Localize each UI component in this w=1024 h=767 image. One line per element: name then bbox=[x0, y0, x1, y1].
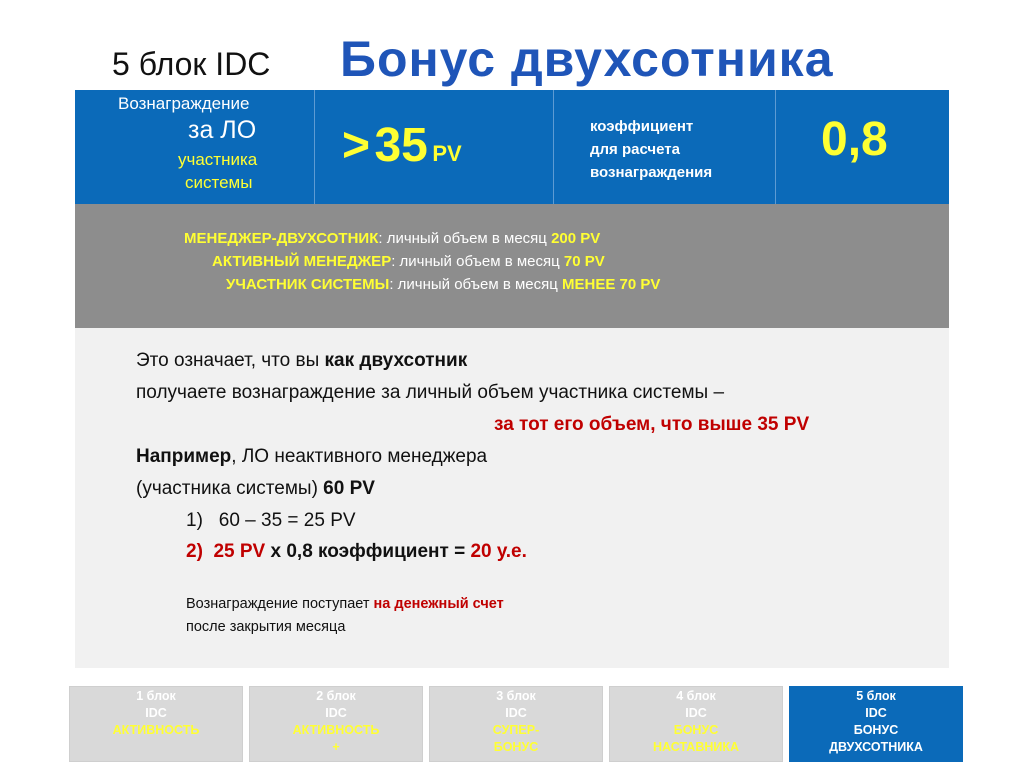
nav-tab-block-4[interactable]: 4 блок IDC БОНУС НАСТАВНИКА bbox=[609, 686, 783, 762]
nav-tab-block-2[interactable]: 2 блок IDC АКТИВНОСТЬ + bbox=[249, 686, 423, 762]
explanation-line-2: получаете вознаграждение за личный объем участника системы – bbox=[136, 382, 725, 403]
level-line: УЧАСТНИК СИСТЕМЫ: личный объем в месяц МЕНЕЕ 70 PV bbox=[226, 276, 661, 293]
reward-system: системы bbox=[185, 173, 253, 192]
step-2: 2) 25 PV х 0,8 коэффициент = 20 у.е. bbox=[186, 541, 527, 562]
payout-note-2: после закрытия месяца bbox=[186, 619, 346, 635]
coef-label-3: вознаграждения bbox=[590, 164, 713, 181]
coef-label-1: коэффициент bbox=[590, 118, 694, 135]
threshold-unit: PV bbox=[432, 141, 462, 166]
divider-1 bbox=[314, 90, 315, 204]
slide-subtitle: 5 блок IDC bbox=[112, 46, 271, 82]
reward-label: Вознаграждение bbox=[118, 94, 250, 113]
threshold-sign: > bbox=[342, 119, 371, 172]
nav-tab-block-5[interactable]: 5 блок IDC БОНУС ДВУХСОТНИКА bbox=[789, 686, 963, 762]
divider-3 bbox=[775, 90, 776, 204]
reward-participant: участника bbox=[178, 150, 258, 169]
level-line: МЕНЕДЖЕР-ДВУХСОТНИК: личный объем в месяц 200 PV bbox=[184, 230, 601, 247]
example-line-2: (участника системы) 60 PV bbox=[136, 478, 375, 499]
nav-tab-block-1[interactable]: 1 блок IDC АКТИВНОСТЬ bbox=[69, 686, 243, 762]
threshold-number: 35 bbox=[374, 119, 428, 172]
reward-za-lo: за ЛО bbox=[188, 116, 257, 144]
threshold-value bbox=[342, 118, 462, 173]
coef-value: 0,8 bbox=[821, 113, 888, 166]
divider-2 bbox=[553, 90, 554, 204]
nav-tab-block-3[interactable]: 3 блок IDC СУПЕР- БОНУС bbox=[429, 686, 603, 762]
explanation-line-3: за тот его объем, что выше 35 PV bbox=[494, 414, 810, 435]
level-line: АКТИВНЫЙ МЕНЕДЖЕР: личный объем в месяц 70 PV bbox=[212, 253, 605, 270]
step-1: 1) 60 – 35 = 25 PV bbox=[186, 510, 356, 531]
example-line-1: Например, ЛО неактивного менеджера bbox=[136, 446, 488, 467]
payout-note-1: Вознаграждение поступает на денежный счет bbox=[186, 596, 504, 612]
slide-title: Бонус двухсотника bbox=[340, 31, 834, 87]
explanation-line-1: Это означает, что вы как двухсотник bbox=[136, 350, 468, 371]
coef-label-2: для расчета bbox=[590, 141, 680, 158]
